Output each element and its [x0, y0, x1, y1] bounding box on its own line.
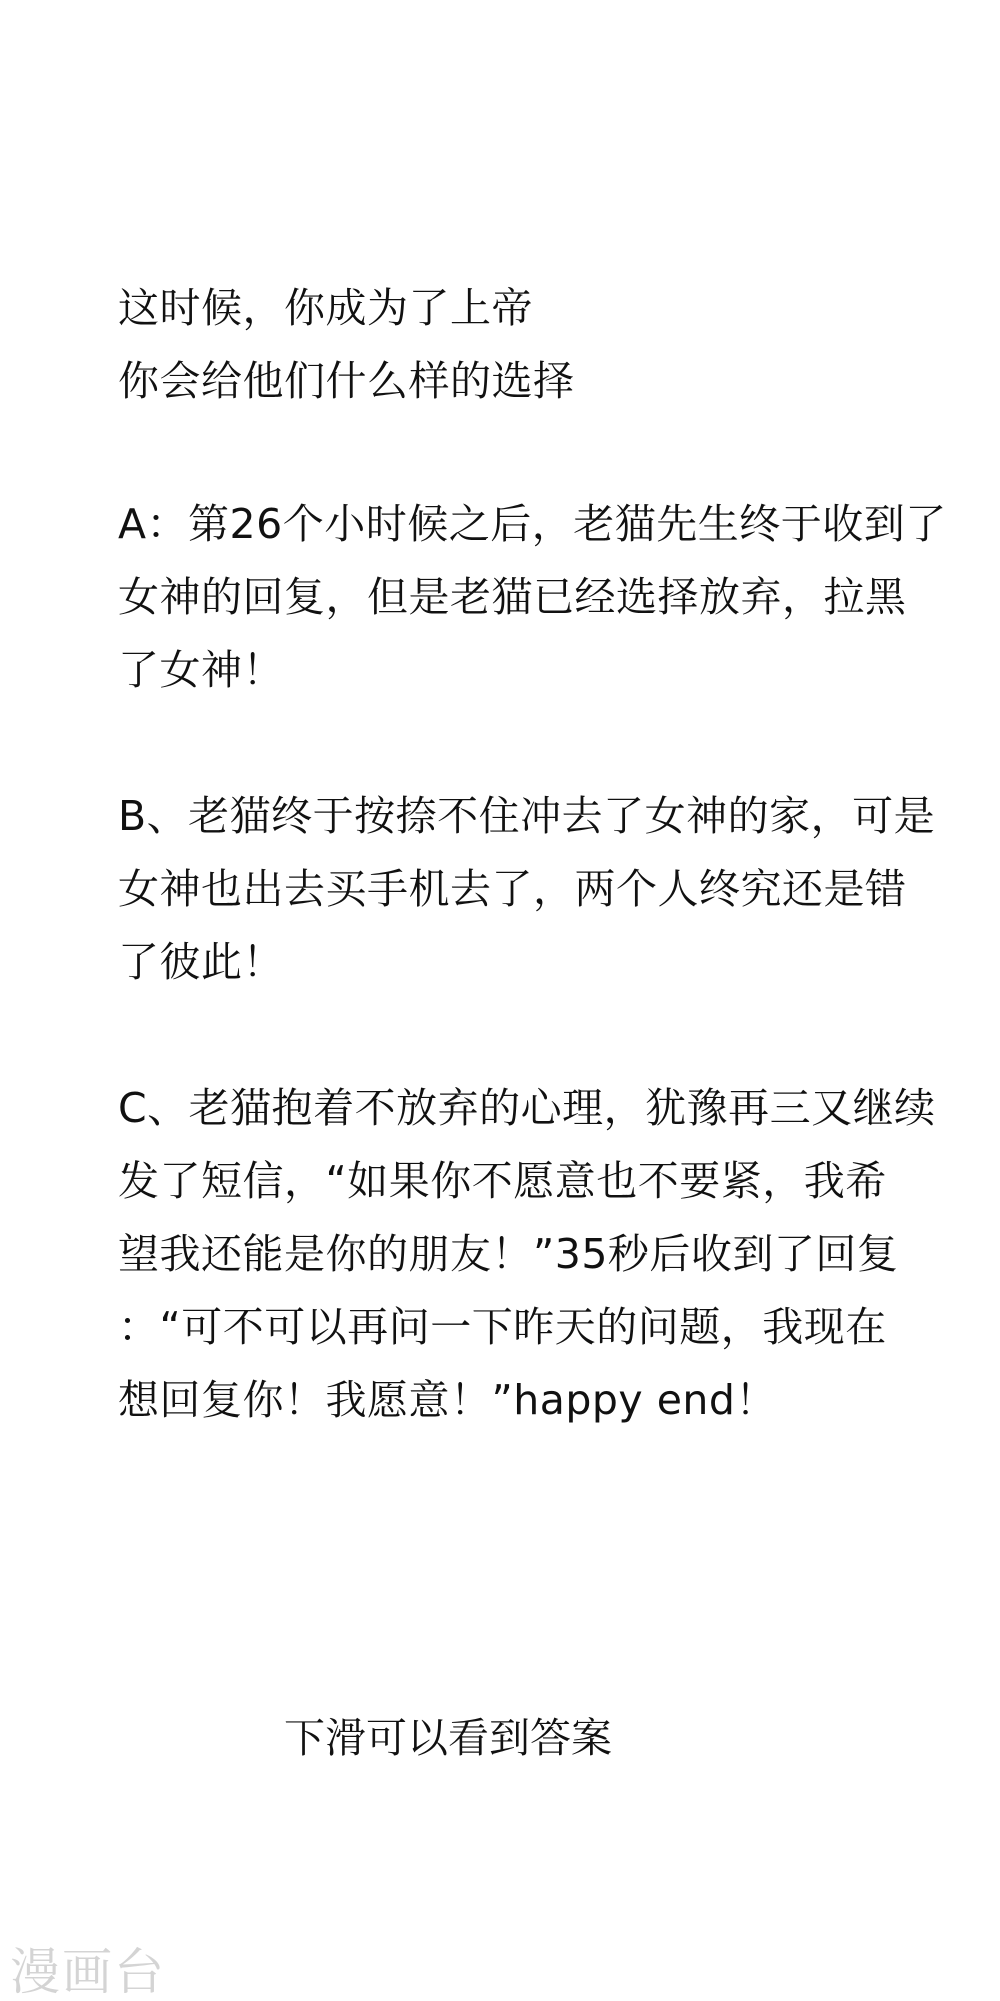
option-b-line-3: 了彼此！: [118, 938, 284, 986]
option-c-line-1: C、老猫抱着不放弃的心理，犹豫再三又继续: [118, 1084, 936, 1132]
intro-line-1: 这时候，你成为了上帝: [118, 284, 533, 332]
option-b-line-2: 女神也出去买手机去了，两个人终究还是错: [118, 865, 907, 913]
option-c-line-5: 想回复你！我愿意！”happy end！: [118, 1376, 777, 1424]
option-c-line-2: 发了短信，“如果你不愿意也不要紧，我希: [118, 1157, 887, 1205]
option-c-line-4: ：“可不可以再问一下昨天的问题，我现在: [118, 1303, 887, 1351]
scroll-hint: 下滑可以看到答案: [284, 1714, 612, 1762]
option-b-line-1: B、老猫终于按捺不住冲去了女神的家，可是: [118, 792, 936, 840]
option-a-line-3: 了女神！: [118, 646, 284, 694]
option-a-line-2: 女神的回复，但是老猫已经选择放弃，拉黑: [118, 573, 907, 621]
watermark-logo: 漫画台: [10, 1943, 166, 2001]
option-c-line-3: 望我还能是你的朋友！”35秒后收到了回复: [118, 1230, 899, 1278]
intro-line-2: 你会给他们什么样的选择: [118, 357, 575, 405]
option-a-line-1: A：第26个小时候之后，老猫先生终于收到了: [118, 500, 947, 548]
